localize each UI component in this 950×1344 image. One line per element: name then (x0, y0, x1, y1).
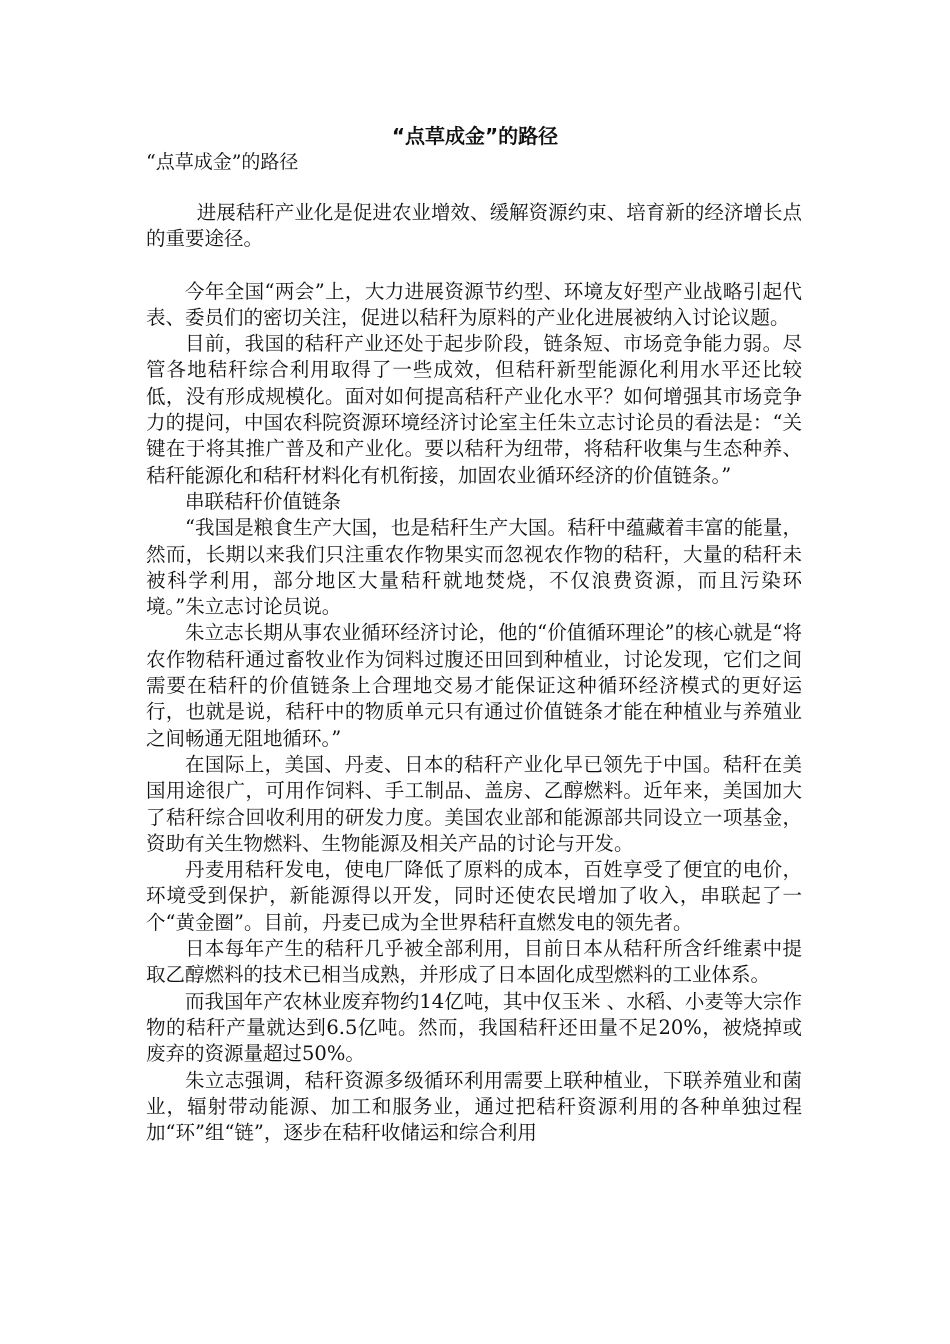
paragraph-spacer (146, 253, 802, 279)
paragraph: 目前，我国的秸秆产业还处于起步阶段，链条短、市场竞争能力弱。尽管各地秸秆综合利用取得了一些成效，但秸秆新型能源化利用水平还比较低，没有形成规模化。面对如何提高秸秆产业化水平？如何增强其市场竞争力的提问，中国农科院资源环境经济讨论室主任朱立志讨论员的看法是：“关键在于将其推广普及和产业化。要以秸秆为纽带，将秸秆收集与生态种养、秸秆能源化和秸秆材料化有机衔接，加固农业循环经济的价值链条。” (146, 332, 802, 487)
document-body (146, 200, 802, 1146)
document-subtitle: “点草成金”的路径 (146, 151, 299, 173)
section-heading: 串联秸秆价值链条 (185, 489, 342, 513)
paragraph: 而我国年产农林业废弃物约14亿吨，其中仅玉米 、水稻、小麦等大宗作物的秸秆产量就达到6.5亿吨。然而，我国秸秆还田量不足20%，被烧掉或废弃的资源量超过50%。 (146, 989, 802, 1066)
paragraph: 今年全国“两会”上，大力进展资源节约型、环境友好型产业战略引起代表、委员们的密切关注，促进以秸秆为原料的产业化进展被纳入讨论议题。 (146, 279, 802, 329)
paragraph: 丹麦用秸秆发电，使电厂降低了原料的成本，百姓享受了便宜的电价，环境受到保护，新能源得以开发，同时还使农民增加了收入，串联起了一个“黄金圈”。目前，丹麦已成为全世界秸秆直燃发电的领先者。 (146, 858, 802, 934)
paragraph: 日本每年产生的秸秆几乎被全部利用，目前日本从秸秆所含纤维素中提取乙醇燃料的技术已相当成熟，并形成了日本固化成型燃料的工业体系。 (146, 937, 802, 987)
document-title: “点草成金”的路径 (391, 124, 559, 148)
paragraph: 在国际上，美国、丹麦、日本的秸秆产业化早已领先于中国。秸秆在美国用途很广，可用作饲料、手工制品、盖房、乙醇燃料。近年来，美国加大了秸秆综合回收利用的研发力度。美国农业部和能源部共同设立一项基金，资助有关生物燃料、生物能源及相关产品的讨论与开发。 (146, 752, 802, 855)
paragraph: 朱立志强调，秸秆资源多级循环利用需要上联种植业，下联养殖业和菌业，辐射带动能源、加工和服务业，通过把秸秆资源利用的各种单独过程加“环”组“链”，逐步在秸秆收储运和综合利用 (146, 1068, 802, 1145)
paragraph: 朱立志长期从事农业循环经济讨论，他的“价值循环理论”的核心就是“将农作物秸秆通过畜牧业作为饲料过腹还田回到种植业，讨论发现，它们之间需要在秸秆的价值链条上合理地交易才能保证这种循环经济模式的更好运行，也就是说，秸秆中的物质单元只有通过价值链条才能在种植业与养殖业之间畅通无阻地循环。” (146, 621, 802, 750)
paragraph-intro: 进展秸秆产业化是促进农业增效、缓解资源约束、培育新的经济增长点的重要途径。 (146, 201, 802, 251)
paragraph: “我国是粮食生产大国，也是秸秆生产大国。秸秆中蕴藏着丰富的能量，然而，长期以来我们只注重农作物果实而忽视农作物的秸秆，大量的秸秆未被科学利用，部分地区大量秸秆就地焚烧，不仅浪费资源，而且污染环境。”朱立志讨论员说。 (146, 516, 802, 619)
